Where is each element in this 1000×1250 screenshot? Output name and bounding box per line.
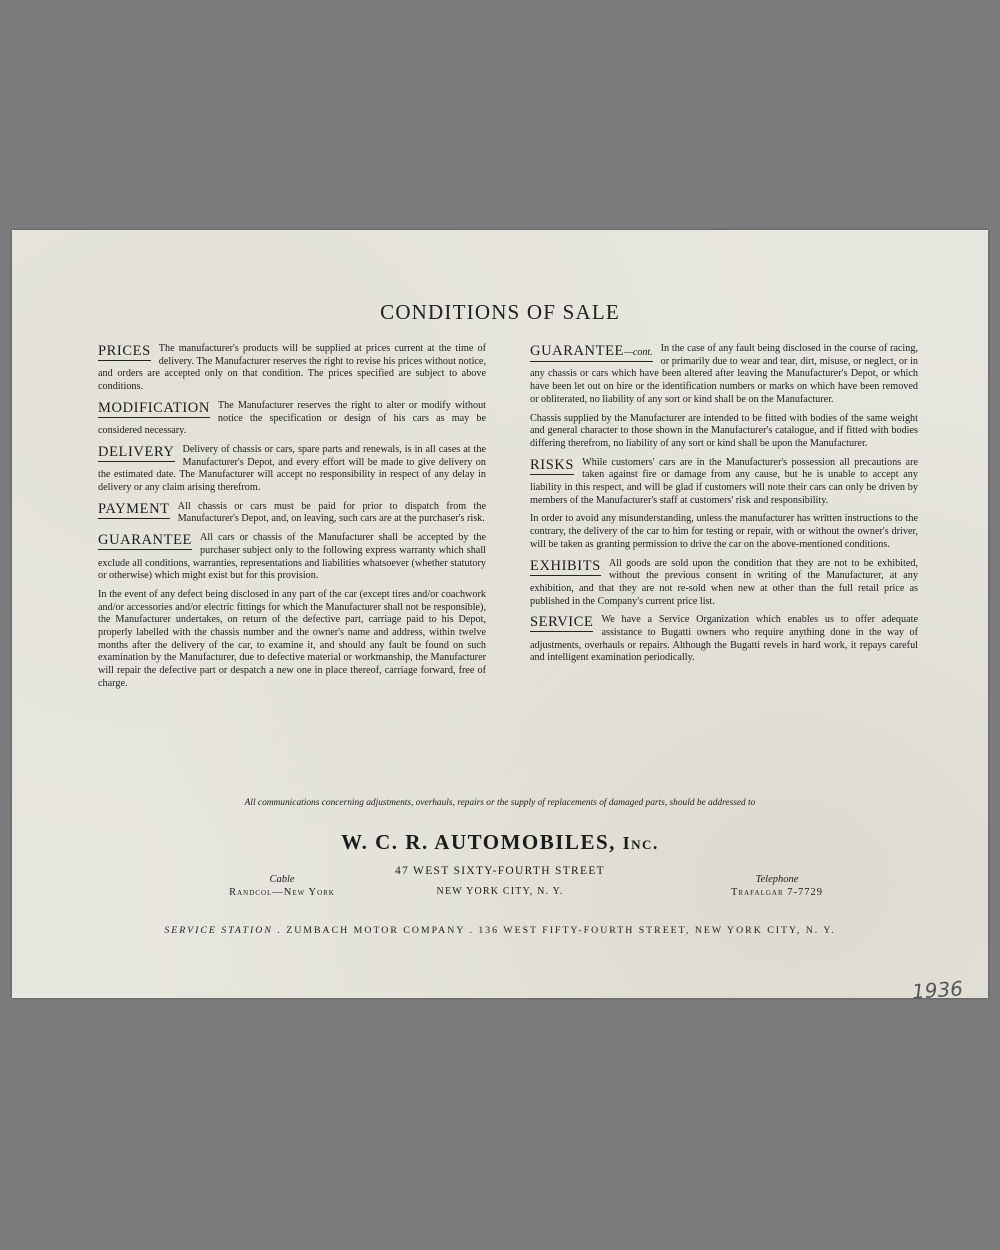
street-address: 47 WEST SIXTY-FOURTH STREET — [394, 865, 605, 877]
telephone-block — [702, 874, 852, 898]
prices-heading: PRICES — [98, 343, 151, 359]
section-service — [530, 614, 918, 665]
guarantee-text: All cars or chassis of the Manufacturer shall be accepted by the purchaser subject only to the following express warranty which shall exclude all conditions, warranties, representations and liabilities whatsoever (whether statutory or otherwise) which might exist but for this provision. — [98, 532, 486, 582]
handwritten-year: 1936 — [911, 976, 964, 1004]
modification-heading: MODIFICATION — [98, 399, 210, 416]
guarantee-cont-text-2: Chassis supplied by the Manufacturer are intended to be fitted with bodies of the same weight and general character to those shown in the Manufacturer's catalogue, and if fitted with bodies differing therefrom, no liability of any sort or kind shall be upon the Manufacturer. — [530, 412, 918, 449]
section-prices — [98, 343, 486, 394]
exhibits-heading: EXHIBITS — [530, 557, 601, 574]
cable-label: Cable — [269, 874, 295, 885]
left-column — [98, 343, 486, 697]
company-name — [12, 830, 988, 855]
service-text: We have a Service Organization which enables us to offer adequate assistance to Bugatti owners who require anything done in the way of adjustments, overhauls or repairs. Although the Bugatti revels in hard work, it repays careful and intelligent examination periodically. — [530, 614, 918, 664]
exhibits-text: All goods are sold upon the condition that they are not to be exhibited, without the previous consent in writing of the Manufacturer, at any exhibition, and that they are not re-sold when new at other than the full retail price as published in the Company's current price list. — [530, 557, 918, 607]
risks-text: While customers' cars are in the Manufacturer's possession all precautions are taken against fire or damage from any cause, but he is unable to accept any liability in this respect, and will be glad if customers will note their cars can only be driven by members of the Manufacturer's staff at customers' risk and responsibility. — [530, 456, 918, 506]
delivery-heading: DELIVERY — [98, 443, 175, 460]
cable-value: Randcol—New York — [229, 887, 335, 898]
company-name-suffix: Inc. — [622, 833, 659, 853]
guarantee-heading: GUARANTEE — [98, 532, 193, 549]
right-column — [530, 343, 918, 671]
service-station-line — [12, 925, 988, 936]
service-station-label: SERVICE STATION — [164, 925, 273, 936]
section-payment — [98, 501, 486, 526]
guarantee-text-2: In the event of any defect being disclosed in any part of the car (except tires and/or coachwork and/or accessories and/or electric fittings for which the Manufacturer shall not be responsible), the Manufacturer undertakes, on return of the defective part, carriage paid to his Depot, properly labelled with the chassis number and the owner's name and address, within twelve months after the delivery of the car, to examine it, and should any fault be found on such examination by the Manufacturer, due to defective material or workmanship, the Manufacturer will repair the defective part or despatch a new one in place thereof, carriage forward, free of charge. — [98, 588, 486, 689]
guarantee-cont-heading-label: GUARANTEE — [530, 343, 625, 359]
section-delivery — [98, 444, 486, 495]
city-line: NEW YORK CITY, N. Y. — [436, 886, 564, 897]
guarantee-cont-heading — [530, 344, 653, 362]
section-exhibits — [530, 558, 918, 609]
guarantee-cont-text: In the case of any fault being disclosed in the course of racing, or primarily due to wear and tear, dirt, misuse, or neglect, or in any chassis or cars which have been altered after leaving the Manufacturer's Depot, or which have been let out on hire or the identification numbers or marks on which have been removed or obliterated, no liability of any sort or kind shall be on the Manufacturer. — [530, 343, 918, 405]
section-modification — [98, 400, 486, 438]
communications-note: All communications concerning adjustments, overhauls, repairs or the supply of replacements of damaged parts, should be addressed to — [244, 798, 756, 808]
modification-text: The Manufacturer reserves the right to alter or modify without notice the specification or design of his cars as may be considered necessary. — [98, 399, 486, 437]
document-title: CONDITIONS OF SALE — [380, 300, 620, 324]
company-name-main: W. C. R. AUTOMOBILES, — [341, 830, 616, 854]
telephone-label: Telephone — [755, 874, 799, 885]
risks-heading: RISKS — [530, 456, 575, 473]
delivery-text: Delivery of chassis or cars, spare parts and renewals, is in all cases at the Manufacturer's Depot, and every effort will be made to give delivery on the estimated date. The Manufacturer will accept no responsibility in respect of any delay in delivery or any claim arising therefrom. — [98, 443, 486, 494]
section-guarantee-cont — [530, 343, 918, 451]
guarantee-cont-suffix: —cont. — [624, 347, 653, 358]
payment-text: All chassis or cars must be paid for prior to dispatch from the Manufacturer's Depot, and, on leaving, such cars are at the purchaser's risk. — [177, 500, 486, 525]
risks-text-2: In order to avoid any misunderstanding, unless the manufacturer has written instructions to the contrary, the delivery of the car to him for testing or repair, with or without the owner's driver, will be taken as granting permission to drive the car on the above-mentioned conditions. — [530, 513, 918, 550]
service-station-text: . ZUMBACH MOTOR COMPANY . 136 WEST FIFTY-FOURTH STREET, NEW YORK CITY, N. Y. — [277, 925, 836, 936]
document-sheet — [12, 230, 988, 1004]
payment-heading: PAYMENT — [98, 500, 170, 517]
telephone-value: Trafalgar 7-7729 — [731, 887, 823, 898]
service-heading: SERVICE — [530, 614, 594, 631]
prices-text: The manufacturer's products will be supplied at prices current at the time of delivery. The Manufacturer reserves the right to revise his prices without notice, and orders are accepted only on that condition. The prices specified are subject to above conditions. — [98, 343, 486, 393]
section-guarantee — [98, 532, 486, 690]
section-risks — [530, 457, 918, 552]
